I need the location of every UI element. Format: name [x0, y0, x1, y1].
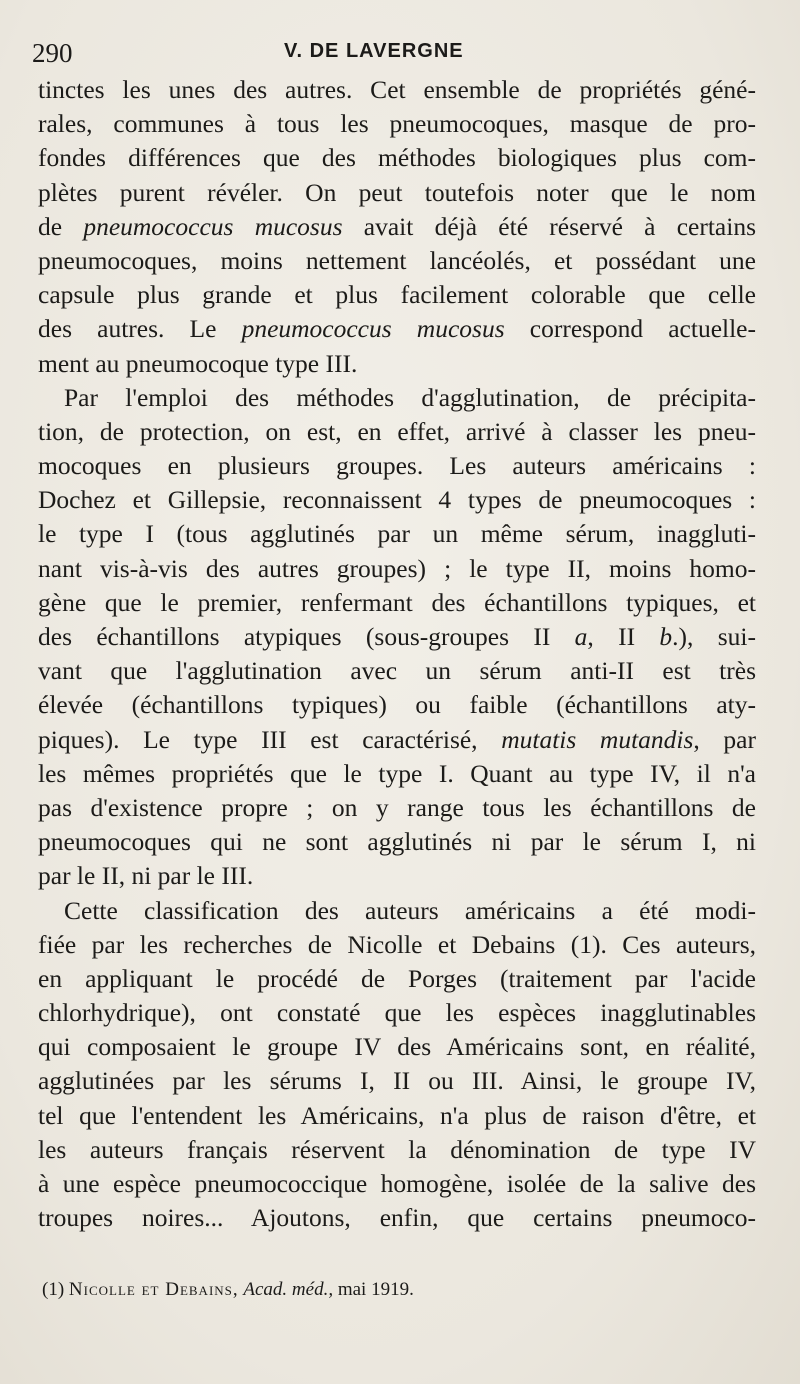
- text-segment: par le II, ni par le III.: [38, 861, 254, 891]
- page-number: 290: [32, 38, 73, 68]
- text-segment: pneumocoques qui ne sont agglutinés ni par le sérum I, ni: [38, 827, 756, 857]
- text-segment: à une espèce pneumococcique homogène, isolée de la salive des: [38, 1169, 756, 1198]
- text-segment: correspond actuelle-: [504, 314, 756, 344]
- text-line: [38, 859, 756, 893]
- text-line: [38, 1030, 756, 1064]
- italic-text: b: [659, 622, 673, 651]
- text-segment: fondes différences que des méthodes biologiques plus com-: [38, 143, 756, 173]
- text-segment: tion, de protection, on est, en effet, arrivé à classer les pneu-: [38, 416, 756, 446]
- footnote-marker: (1): [42, 1279, 65, 1300]
- text-line: [38, 757, 756, 791]
- text-segment: en appliquant le procédé de Porges (traitement par l'acide: [38, 963, 756, 993]
- text-segment: capsule plus grande et plus facilement colorable que celle: [38, 280, 756, 310]
- italic-text: mutatis mutandis: [501, 724, 694, 754]
- footnote-authors: Nicolle et Debains,: [68, 1279, 239, 1300]
- text-line: [38, 996, 756, 1030]
- text-line: [38, 244, 756, 278]
- running-head: V. DE LAVERGNE: [284, 40, 464, 62]
- text-line: [38, 894, 756, 928]
- text-line: [38, 312, 756, 346]
- text-segment: de: [38, 211, 84, 241]
- text-line: [38, 141, 756, 175]
- text-line: [38, 962, 756, 996]
- text-segment: , par: [693, 724, 756, 754]
- text-segment: tel que l'entendent les Américains, n'a plus de raison d'être, et: [38, 1100, 756, 1130]
- text-segment: les mêmes propriétés que le type I. Quant au type IV, il n'a: [38, 758, 756, 788]
- text-segment: pneumocoques, moins nettement lancéolés, et possédant une: [38, 245, 756, 275]
- text-segment: plètes purent révéler. On peut toutefois noter que le nom: [38, 177, 756, 207]
- text-segment: Cette classification des auteurs américains a été modi-: [64, 895, 756, 925]
- italic-text: pneumococcus mucosus: [83, 211, 343, 241]
- text-line: [38, 620, 756, 654]
- text-line: [38, 415, 756, 449]
- text-segment: vant que l'agglutination avec un sérum anti-II est très: [38, 656, 756, 686]
- text-line: [38, 278, 756, 312]
- text-segment: élevée (échantillons typiques) ou faible (échantillons aty-: [38, 690, 756, 720]
- text-line: [38, 791, 756, 825]
- text-segment: qui composaient le groupe IV des Américains sont, en réalité,: [38, 1032, 756, 1062]
- text-line: [38, 1133, 756, 1167]
- text-line: [38, 210, 756, 244]
- text-line: [38, 517, 756, 551]
- text-line: [38, 73, 756, 107]
- text-segment: pas d'existence propre ; on y range tous les échantillons de: [38, 792, 756, 822]
- text-segment: , II: [587, 622, 660, 651]
- text-line: [38, 586, 756, 620]
- text-line: [38, 381, 756, 415]
- footnote-date: mai 1919.: [337, 1279, 414, 1300]
- text-line: [38, 1099, 756, 1133]
- text-segment: le type I (tous agglutinés par un même sérum, inaggluti-: [38, 519, 756, 549]
- text-segment: fiée par les recherches de Nicolle et Debains (1). Ces auteurs,: [38, 929, 756, 959]
- text-segment: agglutinées par les sérums I, II ou III. Ainsi, le groupe IV,: [38, 1066, 756, 1096]
- text-segment: des autres. Le: [38, 314, 242, 344]
- page-header: [30, 32, 770, 72]
- footnote: [42, 1279, 414, 1301]
- text-line: [38, 1167, 756, 1201]
- text-segment: gène que le premier, renfermant des échantillons typiques, et: [38, 587, 756, 617]
- text-line: [38, 1064, 756, 1098]
- text-line: [38, 688, 756, 722]
- text-segment: avait déjà été réservé à certains: [342, 211, 756, 241]
- text-segment: piques). Le type III est caractérisé,: [38, 724, 502, 754]
- text-segment: Par l'emploi des méthodes d'agglutination, de précipita-: [64, 382, 756, 412]
- footnote-journal: Acad. méd.,: [243, 1279, 334, 1300]
- text-line: [38, 723, 756, 757]
- italic-text: pneumococcus mucosus: [241, 314, 505, 344]
- italic-text: a: [574, 622, 588, 651]
- text-segment: des échantillons atypiques (sous-groupes II: [38, 622, 575, 651]
- text-line: [38, 825, 756, 859]
- text-line: [38, 1201, 756, 1235]
- text-segment: tinctes les unes des autres. Cet ensemble de propriétés géné-: [38, 75, 756, 104]
- text-line: [38, 928, 756, 962]
- text-segment: troupes noires... Ajoutons, enfin, que certains pneumoco-: [38, 1203, 756, 1233]
- text-segment: Dochez et Gillepsie, reconnaissent 4 types de pneumocoques :: [38, 485, 756, 515]
- text-segment: chlorhydrique), ont constaté que les espèces inagglutinables: [38, 998, 756, 1028]
- text-segment: nant vis-à-vis des autres groupes) ; le type II, moins homo-: [38, 553, 756, 583]
- text-line: [38, 483, 756, 517]
- text-line: [38, 176, 756, 210]
- body-text: [38, 73, 756, 1235]
- text-line: [38, 107, 756, 141]
- text-segment: ment au pneumocoque type III.: [38, 348, 358, 378]
- text-segment: .), sui-: [672, 622, 756, 651]
- text-line: [38, 654, 756, 688]
- text-segment: mocoques en plusieurs groupes. Les auteurs américains :: [38, 451, 756, 481]
- text-segment: les auteurs français réservent la dénomination de type IV: [38, 1134, 756, 1164]
- text-line: [38, 347, 756, 381]
- text-segment: rales, communes à tous les pneumocoques, masque de pro-: [38, 109, 756, 139]
- text-line: [38, 552, 756, 586]
- text-line: [38, 449, 756, 483]
